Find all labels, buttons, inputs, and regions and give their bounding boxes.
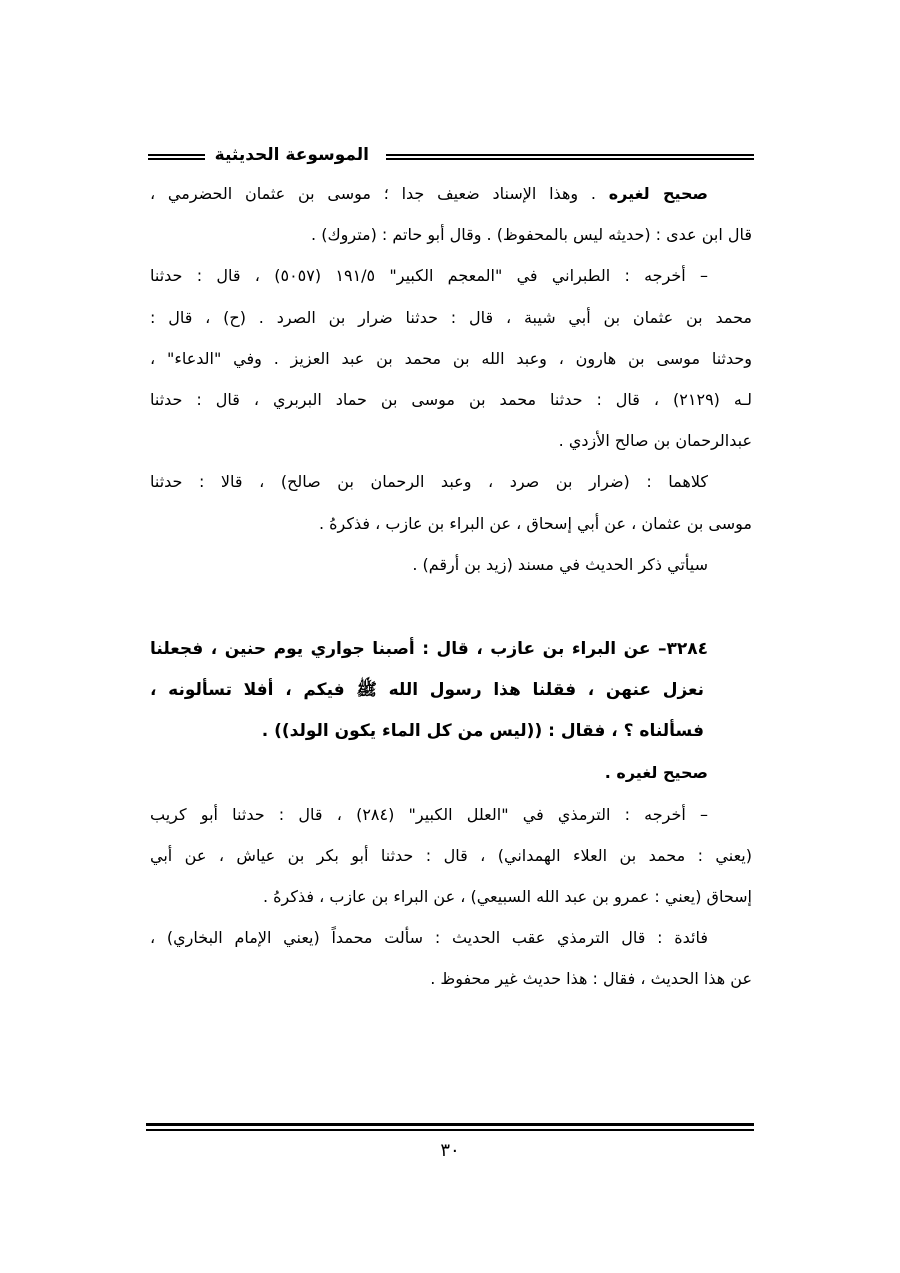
text-line: قال ابن عدى : (حديثه ليس بالمحفوظ) . وقال أبو حاتم : (متروك) . bbox=[311, 225, 752, 245]
text-line bbox=[150, 173, 752, 214]
grade-label: صحيح لغيره . bbox=[604, 763, 708, 783]
paragraph-takhrij-tabarani bbox=[150, 255, 752, 461]
footer-rule bbox=[146, 1123, 754, 1131]
paragraph-grading-note bbox=[150, 173, 752, 255]
text-line: سيأتي ذكر الحديث في مسند (زيد بن أرقم) . bbox=[412, 554, 708, 574]
paragraph-benefit-note bbox=[150, 917, 752, 999]
paragraph-takhrij-tirmidhi bbox=[150, 794, 752, 918]
text-line: عبدالرحمان بن صالح الأزدي . bbox=[558, 431, 752, 451]
section-gap bbox=[150, 585, 752, 629]
header-rule-right bbox=[386, 154, 754, 160]
page-body bbox=[150, 173, 752, 1000]
hadith-text bbox=[150, 629, 752, 753]
header-rule-left bbox=[148, 154, 205, 160]
text-line: لـه (٢١٢٩) ، قال : حدثنا محمد بن موسى بن حماد البربري ، قال : حدثنا bbox=[150, 389, 752, 409]
hadith-line: ٣٢٨٤– عن البراء بن عازب ، قال : أصبنا جواري يوم حنين ، فجعلنا bbox=[150, 638, 708, 659]
text-line: وحدثنا موسى بن هارون ، وعبد الله بن محمد بن عبد العزيز . وفي "الدعاء" ، bbox=[150, 348, 752, 368]
text-span: . وهذا الإسناد ضعيف جدا ؛ موسى بن عثمان الحضرمي ، bbox=[150, 184, 609, 203]
running-header bbox=[148, 136, 754, 176]
paragraph-both-narrators bbox=[150, 461, 752, 543]
page-number: ٣٠ bbox=[440, 1140, 460, 1161]
hadith-line: نعزل عنهن ، فقلنا هذا رسول الله ﷺ فيكم ، أفلا تسألونه ، bbox=[150, 680, 704, 701]
text-line: – أخرجه : الترمذي في "العلل الكبير" (٢٨٤) ، قال : حدثنا أبو كريب bbox=[150, 804, 708, 824]
hadith-line: فسألناه ؟ ، فقال : ((ليس من كل الماء يكون الولد)) . bbox=[261, 721, 704, 742]
grade-label: صحيح لغيره bbox=[608, 184, 708, 203]
paragraph-cross-reference bbox=[150, 544, 752, 585]
text-line: إسحاق (يعني : عمرو بن عبد الله السبيعي) ، عن البراء بن عازب ، فذكرهُ . bbox=[262, 887, 752, 906]
text-line: كلاهما : (ضرار بن صرد ، وعبد الرحمان بن صالح) ، قالا : حدثنا bbox=[150, 472, 708, 492]
header-title: الموسوعة الحديثية bbox=[214, 145, 369, 165]
text-line: عن هذا الحديث ، فقال : هذا حديث غير محفوظ . bbox=[430, 969, 752, 989]
text-line: محمد بن عثمان بن أبي شيبة ، قال : حدثنا ضرار بن الصرد . (ح) ، قال : bbox=[150, 307, 752, 327]
hadith-grade bbox=[150, 752, 752, 793]
text-line: فائدة : قال الترمذي عقب الحديث : سألت محمداً (يعني الإمام البخاري) ، bbox=[150, 928, 708, 948]
text-line: – أخرجه : الطبراني في "المعجم الكبير" ١٩١/٥ (٥٠٥٧) ، قال : حدثنا bbox=[150, 266, 709, 286]
text-line: موسى بن عثمان ، عن أبي إسحاق ، عن البراء بن عازب ، فذكرهُ . bbox=[318, 513, 752, 533]
text-line: (يعني : محمد بن العلاء الهمداني) ، قال : حدثنا أبو بكر بن عياش ، عن أبي bbox=[150, 845, 752, 865]
